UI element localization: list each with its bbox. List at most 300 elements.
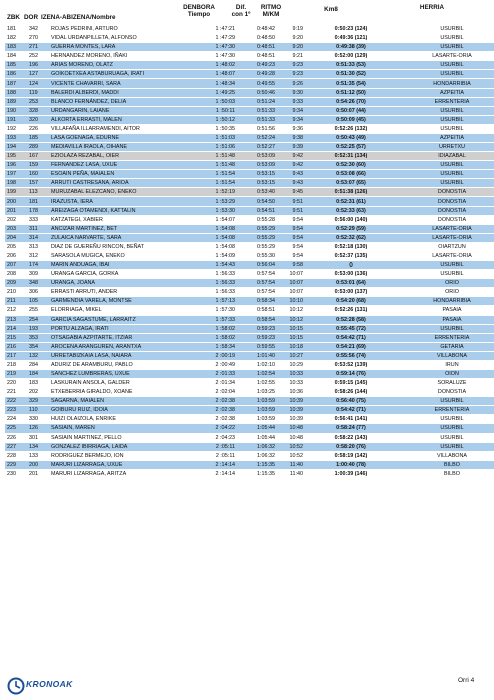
cell-rank: 185 bbox=[5, 61, 27, 70]
table-row bbox=[5, 115, 494, 124]
cell-rank: 187 bbox=[5, 79, 27, 88]
cell-time: 1 :58:02 bbox=[186, 333, 237, 342]
table-row bbox=[5, 43, 494, 52]
table-row bbox=[5, 451, 494, 460]
cell-dor: 185 bbox=[27, 133, 49, 142]
cell-team: USURBIL bbox=[397, 433, 494, 442]
cell-team: URRETXU bbox=[397, 143, 494, 152]
col-header-zbk: ZBK bbox=[7, 14, 20, 21]
col-header-diff bbox=[223, 4, 259, 18]
cell-rank: 193 bbox=[5, 133, 27, 142]
cell-km8: 0:53:00 (136) bbox=[305, 270, 397, 279]
cell-diff: 0:48:50 bbox=[237, 34, 277, 43]
table-row bbox=[5, 79, 494, 88]
cell-diff: 1:02:10 bbox=[237, 360, 277, 369]
cell-dor: 184 bbox=[27, 369, 49, 378]
cell-pace: 10:33 bbox=[277, 369, 305, 378]
cell-rank: 217 bbox=[5, 351, 27, 360]
cell-diff: 0:51:33 bbox=[237, 106, 277, 115]
cell-dor: 271 bbox=[27, 43, 49, 52]
cell-team: BILBO bbox=[397, 469, 494, 478]
cell-pace: 9:39 bbox=[277, 143, 305, 152]
cell-dor: 270 bbox=[27, 34, 49, 43]
cell-km8: 0:50:07 (44) bbox=[305, 106, 397, 115]
cell-dor: 314 bbox=[27, 233, 49, 242]
cell-name: ADURIZ DE ARAMBURU, PABLO bbox=[49, 360, 186, 369]
cell-dor: 348 bbox=[27, 279, 49, 288]
cell-diff: 0:49:28 bbox=[237, 70, 277, 79]
cell-km8: 0:54:42 (71) bbox=[305, 333, 397, 342]
cell-diff: 1:05:44 bbox=[237, 433, 277, 442]
table-row bbox=[5, 106, 494, 115]
table-row bbox=[5, 34, 494, 43]
cell-diff: 0:52:24 bbox=[237, 133, 277, 142]
cell-km8: 0:55:45 (72) bbox=[305, 324, 397, 333]
cell-name: GONZALEZ IBIRRIAGA, LAIDA bbox=[49, 442, 186, 451]
cell-rank: 224 bbox=[5, 415, 27, 424]
cell-dor: 353 bbox=[27, 333, 49, 342]
cell-km8: 0:52:33 (63) bbox=[305, 206, 397, 215]
cell-name: OTSAGABIA AZPITARTE, ITZIAR bbox=[49, 333, 186, 342]
cell-dor: 312 bbox=[27, 251, 49, 260]
cell-name: EZIOLAZA REZABAL, OIER bbox=[49, 152, 186, 161]
cell-diff: 0:50:46 bbox=[237, 88, 277, 97]
cell-diff: 0:58:51 bbox=[237, 306, 277, 315]
cell-diff: 0:55:29 bbox=[237, 242, 277, 251]
cell-dor: 289 bbox=[27, 143, 49, 152]
cell-team: USURBIL bbox=[397, 106, 494, 115]
cell-dor: 354 bbox=[27, 342, 49, 351]
table-row bbox=[5, 143, 494, 152]
cell-time: 1 :56:33 bbox=[186, 279, 237, 288]
cell-pace: 9:58 bbox=[277, 261, 305, 270]
cell-km8: 0:52:26 (132) bbox=[305, 124, 397, 133]
cell-dor: 202 bbox=[27, 388, 49, 397]
cell-rank: 182 bbox=[5, 34, 27, 43]
logo-text: KRONOAK bbox=[26, 679, 73, 689]
cell-pace: 10:15 bbox=[277, 324, 305, 333]
table-row bbox=[5, 406, 494, 415]
cell-diff: 0:56:04 bbox=[237, 261, 277, 270]
cell-team: USURBIL bbox=[397, 43, 494, 52]
col-header-time-line1: DENBORA bbox=[183, 4, 215, 11]
cell-time: 1 :57:30 bbox=[186, 306, 237, 315]
cell-name: GUERRA MONTES, LARA bbox=[49, 43, 186, 52]
cell-pace: 9:54 bbox=[277, 233, 305, 242]
cell-km8: 0:53:01 (64) bbox=[305, 279, 397, 288]
cell-team: USURBIL bbox=[397, 34, 494, 43]
cell-dor: 311 bbox=[27, 224, 49, 233]
cell-rank: 183 bbox=[5, 43, 27, 52]
krono-logo-icon bbox=[7, 677, 25, 695]
cell-rank: 205 bbox=[5, 242, 27, 251]
cell-team: USURBIL bbox=[397, 61, 494, 70]
cell-team: USURBIL bbox=[397, 115, 494, 124]
cell-rank: 210 bbox=[5, 288, 27, 297]
cell-dor: 253 bbox=[27, 97, 49, 106]
cell-rank: 195 bbox=[5, 152, 27, 161]
cell-km8: 0:51:12 (50) bbox=[305, 88, 397, 97]
cell-dor: 126 bbox=[27, 424, 49, 433]
cell-name: MARURI LIZARRAGA, UXUE bbox=[49, 460, 186, 469]
cell-time: 2 :02:38 bbox=[186, 415, 237, 424]
cell-time: 2 :02:38 bbox=[186, 397, 237, 406]
cell-diff: 0:57:54 bbox=[237, 288, 277, 297]
cell-rank: 191 bbox=[5, 115, 27, 124]
col-header-time-line2: Tiempo bbox=[187, 11, 211, 18]
table-row bbox=[5, 324, 494, 333]
cell-pace: 9:33 bbox=[277, 97, 305, 106]
cell-diff: 0:51:24 bbox=[237, 97, 277, 106]
cell-rank: 221 bbox=[5, 388, 27, 397]
cell-time: 1 :58:02 bbox=[186, 324, 237, 333]
cell-diff: 1:06:32 bbox=[237, 451, 277, 460]
cell-rank: 219 bbox=[5, 369, 27, 378]
results-header bbox=[5, 2, 489, 24]
cell-time: 2 :05:11 bbox=[186, 451, 237, 460]
cell-name: ARIAS MORENO, OLATZ bbox=[49, 61, 186, 70]
cell-rank: 216 bbox=[5, 342, 27, 351]
cell-time: 1 :50:35 bbox=[186, 124, 237, 133]
cell-team: USURBIL bbox=[397, 261, 494, 270]
cell-pace: 10:39 bbox=[277, 397, 305, 406]
cell-time: 1 :56:33 bbox=[186, 288, 237, 297]
cell-time: 1 :51:54 bbox=[186, 179, 237, 188]
cell-time: 2 :02:04 bbox=[186, 388, 237, 397]
cell-diff: 0:49:55 bbox=[237, 79, 277, 88]
cell-km8: 0:52:26 (131) bbox=[305, 306, 397, 315]
cell-pace: 10:15 bbox=[277, 333, 305, 342]
cell-km8: 0:52:28 (58) bbox=[305, 315, 397, 324]
cell-km8: 0:58:22 (143) bbox=[305, 433, 397, 442]
cell-time: 2 :05:11 bbox=[186, 442, 237, 451]
cell-team: ERRENTERIA bbox=[397, 406, 494, 415]
cell-team: ERRENTERIA bbox=[397, 333, 494, 342]
cell-km8: 0:53:07 (65) bbox=[305, 179, 397, 188]
cell-dor: 105 bbox=[27, 297, 49, 306]
cell-diff: 0:55:30 bbox=[237, 251, 277, 260]
cell-dor: 178 bbox=[27, 206, 49, 215]
cell-time: 2 :00:19 bbox=[186, 351, 237, 360]
cell-pace: 11:40 bbox=[277, 469, 305, 478]
cell-time: 1 :48:34 bbox=[186, 79, 237, 88]
cell-km8: 0:52:29 (59) bbox=[305, 224, 397, 233]
cell-pace: 9:34 bbox=[277, 106, 305, 115]
cell-diff: 0:55:28 bbox=[237, 215, 277, 224]
table-row bbox=[5, 206, 494, 215]
page-number: Orri 4 bbox=[458, 677, 475, 684]
cell-name: AREIZAGA OTAMENDI, KATTALIN bbox=[49, 206, 186, 215]
cell-team: USURBIL bbox=[397, 270, 494, 279]
cell-name: HERNANDEZ MORENO, IÑAKI bbox=[49, 52, 186, 61]
cell-name: GARCIA SAGASTUME, LARRAITZ bbox=[49, 315, 186, 324]
cell-time: 1 :54:08 bbox=[186, 224, 237, 233]
cell-pace: 9:38 bbox=[277, 133, 305, 142]
cell-time: 2 :02:38 bbox=[186, 406, 237, 415]
cell-team: DONOSTIA bbox=[397, 215, 494, 224]
cell-time: 1 :50:11 bbox=[186, 106, 237, 115]
cell-dor: 193 bbox=[27, 324, 49, 333]
table-row bbox=[5, 379, 494, 388]
cell-dor: 174 bbox=[27, 261, 49, 270]
col-header-name: IZENA-ABIZENA/Nombre bbox=[41, 14, 116, 21]
table-row bbox=[5, 133, 494, 142]
cell-time: 1 :58:34 bbox=[186, 342, 237, 351]
cell-pace: 9:54 bbox=[277, 215, 305, 224]
cell-name: ELORRIAGA, MIKEL bbox=[49, 306, 186, 315]
cell-time: 2 :00:49 bbox=[186, 360, 237, 369]
cell-diff: 1:03:59 bbox=[237, 397, 277, 406]
cell-diff: 1:03:59 bbox=[237, 406, 277, 415]
cell-km8: 0:51:30 (52) bbox=[305, 70, 397, 79]
cell-pace: 10:48 bbox=[277, 424, 305, 433]
cell-rank: 196 bbox=[5, 161, 27, 170]
cell-dor: 200 bbox=[27, 460, 49, 469]
table-row bbox=[5, 388, 494, 397]
cell-name: DIAZ DE GUEREÑU RINCON, BEÑAT bbox=[49, 242, 186, 251]
cell-name: SANCHEZ LUMBRERAS, UXUE bbox=[49, 369, 186, 378]
cell-diff: 0:54:51 bbox=[237, 206, 277, 215]
cell-km8: 0:54:26 (70) bbox=[305, 97, 397, 106]
cell-name: URANGA GARCIA, GORKA bbox=[49, 270, 186, 279]
table-row bbox=[5, 297, 494, 306]
cell-team: SORALUZE bbox=[397, 379, 494, 388]
cell-time: 1 :50:12 bbox=[186, 115, 237, 124]
cell-team: USURBIL bbox=[397, 397, 494, 406]
table-row bbox=[5, 424, 494, 433]
cell-name: RODRIGUEZ BERMEJO, ION bbox=[49, 451, 186, 460]
cell-team: LASARTE-ORIA bbox=[397, 233, 494, 242]
table-row bbox=[5, 369, 494, 378]
cell-time: 2 :14:14 bbox=[186, 460, 237, 469]
cell-team: USURBIL bbox=[397, 25, 494, 34]
cell-team: PASAIA bbox=[397, 306, 494, 315]
cell-km8: 0:52:31 (134) bbox=[305, 152, 397, 161]
cell-team: ERRENTERIA bbox=[397, 97, 494, 106]
cell-km8: 0:50:23 (124) bbox=[305, 25, 397, 34]
cell-rank: 223 bbox=[5, 406, 27, 415]
cell-km8: 0:50:43 (49) bbox=[305, 133, 397, 142]
cell-rank: 199 bbox=[5, 188, 27, 197]
table-row bbox=[5, 97, 494, 106]
cell-name: URANGA, JOANA bbox=[49, 279, 186, 288]
col-header-diff-line2: con 1º bbox=[231, 11, 251, 18]
cell-name: SARASOLA MUGICA, ENEKO bbox=[49, 251, 186, 260]
cell-rank: 227 bbox=[5, 442, 27, 451]
col-header-km8: Km8 bbox=[324, 6, 338, 13]
cell-time: 1 :48:02 bbox=[186, 61, 237, 70]
cell-name: ROJAS PEDRINI, ARTURO bbox=[49, 25, 186, 34]
cell-dor: 113 bbox=[27, 188, 49, 197]
cell-diff: 0:53:09 bbox=[237, 161, 277, 170]
cell-dor: 133 bbox=[27, 451, 49, 460]
cell-name: MEDIAVILLA IRAOLA, OIHANE bbox=[49, 143, 186, 152]
cell-rank: 186 bbox=[5, 70, 27, 79]
cell-dor: 313 bbox=[27, 242, 49, 251]
col-header-pace bbox=[257, 4, 285, 18]
table-row bbox=[5, 233, 494, 242]
cell-diff: 0:59:55 bbox=[237, 342, 277, 351]
cell-team: LASARTE-ORIA bbox=[397, 52, 494, 61]
cell-pace: 10:39 bbox=[277, 415, 305, 424]
cell-pace: 9:54 bbox=[277, 251, 305, 260]
cell-rank: 203 bbox=[5, 224, 27, 233]
cell-rank: 201 bbox=[5, 206, 27, 215]
cell-pace: 10:27 bbox=[277, 351, 305, 360]
cell-team: OION bbox=[397, 369, 494, 378]
col-header-pace-line2: M/KM bbox=[262, 11, 280, 18]
cell-diff: 0:59:23 bbox=[237, 333, 277, 342]
cell-time: 1 :51:06 bbox=[186, 143, 237, 152]
cell-rank: 202 bbox=[5, 215, 27, 224]
cell-dor: 309 bbox=[27, 270, 49, 279]
cell-team: AZPEITIA bbox=[397, 88, 494, 97]
cell-diff: 0:58:54 bbox=[237, 315, 277, 324]
table-row bbox=[5, 170, 494, 179]
cell-diff: 0:58:34 bbox=[237, 297, 277, 306]
cell-rank: 220 bbox=[5, 379, 27, 388]
cell-dor: 183 bbox=[27, 379, 49, 388]
cell-team: OIARTZUN bbox=[397, 242, 494, 251]
table-row bbox=[5, 270, 494, 279]
cell-km8: 0:52:37 (135) bbox=[305, 251, 397, 260]
cell-team: LASARTE-ORIA bbox=[397, 224, 494, 233]
cell-dor: 284 bbox=[27, 360, 49, 369]
cell-time: 2 :01:33 bbox=[186, 369, 237, 378]
cell-rank: 198 bbox=[5, 179, 27, 188]
cell-pace: 10:18 bbox=[277, 342, 305, 351]
cell-team: DONOSTIA bbox=[397, 188, 494, 197]
cell-pace: 10:29 bbox=[277, 360, 305, 369]
cell-team: DONOSTIA bbox=[397, 388, 494, 397]
table-row bbox=[5, 224, 494, 233]
cell-time: 1 :56:33 bbox=[186, 270, 237, 279]
cell-pace: 10:33 bbox=[277, 379, 305, 388]
cell-time: 1 :53:30 bbox=[186, 206, 237, 215]
cell-time: 1 :47:29 bbox=[186, 34, 237, 43]
cell-pace: 10:10 bbox=[277, 297, 305, 306]
cell-team: VILLABONA bbox=[397, 451, 494, 460]
table-row bbox=[5, 179, 494, 188]
cell-pace: 9:36 bbox=[277, 124, 305, 133]
cell-rank: 181 bbox=[5, 25, 27, 34]
cell-km8: 0:56:40 (75) bbox=[305, 397, 397, 406]
cell-pace: 10:12 bbox=[277, 315, 305, 324]
table-row bbox=[5, 342, 494, 351]
cell-team: PASAIA bbox=[397, 315, 494, 324]
cell-km8: 0:52:25 (57) bbox=[305, 143, 397, 152]
cell-pace: 10:07 bbox=[277, 288, 305, 297]
cell-dor: 329 bbox=[27, 397, 49, 406]
cell-rank: 228 bbox=[5, 451, 27, 460]
table-row bbox=[5, 70, 494, 79]
cell-name: HUIZI OLAIZOLA, ENRIKE bbox=[49, 415, 186, 424]
cell-team: AZPEITIA bbox=[397, 133, 494, 142]
cell-dor: 196 bbox=[27, 61, 49, 70]
cell-dor: 306 bbox=[27, 288, 49, 297]
cell-pace: 10:48 bbox=[277, 433, 305, 442]
cell-time: 1 :51:48 bbox=[186, 161, 237, 170]
cell-pace: 9:21 bbox=[277, 52, 305, 61]
cell-pace: 9:54 bbox=[277, 242, 305, 251]
cell-team: USURBIL bbox=[397, 70, 494, 79]
cell-diff: 0:53:15 bbox=[237, 170, 277, 179]
cell-time: 2 :04:23 bbox=[186, 433, 237, 442]
cell-pace: 9:23 bbox=[277, 70, 305, 79]
cell-dor: 159 bbox=[27, 161, 49, 170]
cell-team: ORIO bbox=[397, 288, 494, 297]
cell-diff: 1:15:35 bbox=[237, 460, 277, 469]
cell-dor: 127 bbox=[27, 70, 49, 79]
cell-pace: 9:30 bbox=[277, 88, 305, 97]
cell-diff: 0:51:56 bbox=[237, 124, 277, 133]
cell-name: SAGARNA, MAIALEN bbox=[49, 397, 186, 406]
cell-km8: 0:50:09 (45) bbox=[305, 115, 397, 124]
organizer-logo bbox=[7, 676, 73, 696]
cell-diff: 0:57:54 bbox=[237, 270, 277, 279]
cell-rank: 214 bbox=[5, 324, 27, 333]
cell-time: 1 :52:19 bbox=[186, 188, 237, 197]
cell-time: 1 :47:30 bbox=[186, 52, 237, 61]
cell-dor: 255 bbox=[27, 306, 49, 315]
cell-pace: 9:43 bbox=[277, 179, 305, 188]
cell-time: 2 :14:14 bbox=[186, 469, 237, 478]
cell-rank: 184 bbox=[5, 52, 27, 61]
cell-diff: 1:05:44 bbox=[237, 424, 277, 433]
cell-pace: 9:45 bbox=[277, 188, 305, 197]
table-row bbox=[5, 288, 494, 297]
cell-name: VIDAL URDANPILLETA, ALFONSO bbox=[49, 34, 186, 43]
cell-rank: 212 bbox=[5, 306, 27, 315]
cell-name: VILLAFAÑA ILLARRAMENDI, AITOR bbox=[49, 124, 186, 133]
cell-time: 2 :01:34 bbox=[186, 379, 237, 388]
cell-time: 1 :50:03 bbox=[186, 97, 237, 106]
cell-name: AROCENA ARANGUREN, ARANTXA bbox=[49, 342, 186, 351]
table-row bbox=[5, 261, 494, 270]
cell-pace: 9:51 bbox=[277, 197, 305, 206]
cell-time: 2 :04:22 bbox=[186, 424, 237, 433]
cell-time: 1 :47:30 bbox=[186, 43, 237, 52]
cell-pace: 9:42 bbox=[277, 152, 305, 161]
cell-rank: 188 bbox=[5, 88, 27, 97]
cell-rank: 206 bbox=[5, 251, 27, 260]
cell-team: BILBO bbox=[397, 460, 494, 469]
cell-name: GOIBURU RUIZ, IDOIA bbox=[49, 406, 186, 415]
cell-team: USURBIL bbox=[397, 179, 494, 188]
cell-diff: 0:57:54 bbox=[237, 279, 277, 288]
cell-diff: 1:03:25 bbox=[237, 388, 277, 397]
cell-time: 1 :54:07 bbox=[186, 215, 237, 224]
cell-pace: 9:26 bbox=[277, 79, 305, 88]
cell-rank: 222 bbox=[5, 397, 27, 406]
cell-time: 1 :57:13 bbox=[186, 297, 237, 306]
cell-dor: 124 bbox=[27, 79, 49, 88]
table-row bbox=[5, 360, 494, 369]
cell-team: DONOSTIA bbox=[397, 206, 494, 215]
cell-rank: 211 bbox=[5, 297, 27, 306]
cell-km8: 0:54:20 (68) bbox=[305, 297, 397, 306]
col-header-dor: DOR bbox=[24, 14, 38, 21]
cell-rank: 215 bbox=[5, 333, 27, 342]
cell-pace: 9:20 bbox=[277, 43, 305, 52]
table-row bbox=[5, 397, 494, 406]
cell-diff: 1:03:59 bbox=[237, 415, 277, 424]
table-row bbox=[5, 197, 494, 206]
cell-time: 1 :54:43 bbox=[186, 261, 237, 270]
cell-pace: 9:23 bbox=[277, 61, 305, 70]
cell-name: ARRUTI CASTRESANA, ARIOA bbox=[49, 179, 186, 188]
cell-name: MARIN ANDUAGA, IBAI bbox=[49, 261, 186, 270]
